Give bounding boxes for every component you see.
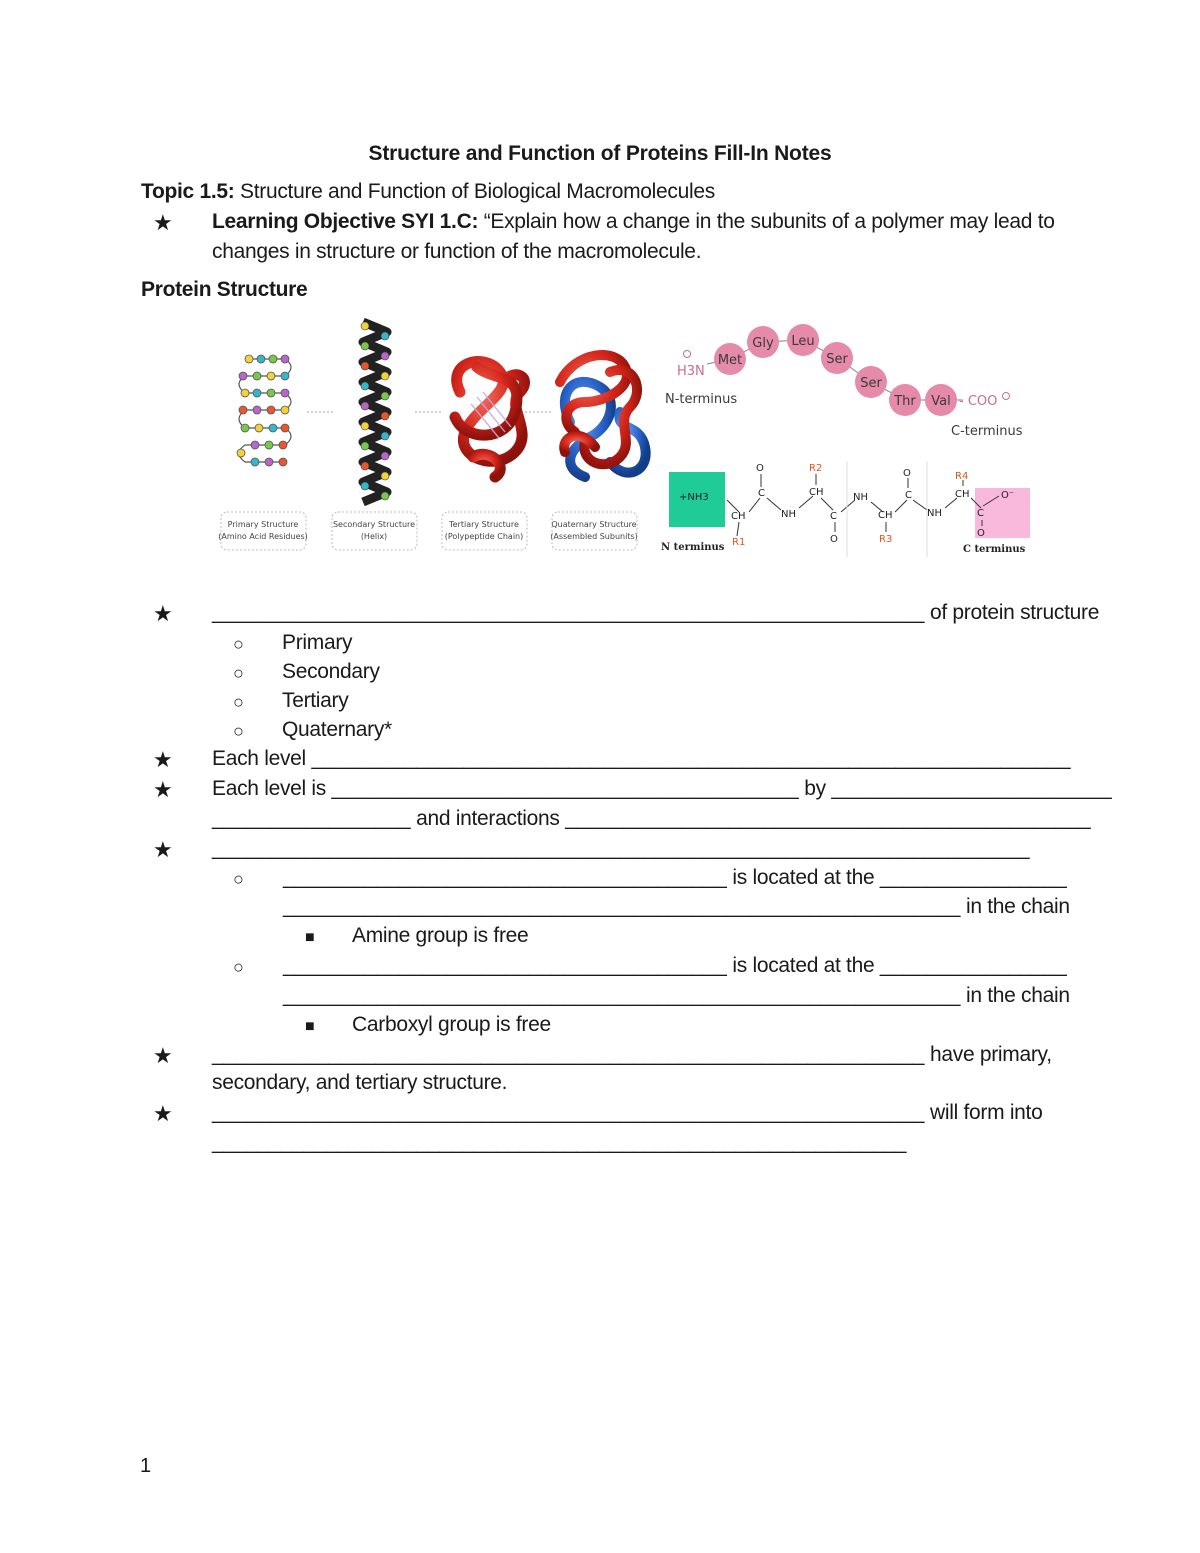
square-bullet-icon: ■ bbox=[305, 929, 315, 946]
note-primary-secondary-line bbox=[212, 1043, 1052, 1067]
primary-structure-icon bbox=[237, 355, 291, 466]
svg-text:O⁻: O⁻ bbox=[1001, 490, 1015, 501]
svg-text:NH: NH bbox=[781, 509, 796, 520]
svg-text:(Amino Acid Residues): (Amino Acid Residues) bbox=[218, 532, 308, 541]
star-bullet-icon: ★ bbox=[153, 837, 173, 862]
svg-text:O: O bbox=[977, 528, 985, 539]
svg-text:CH: CH bbox=[731, 511, 746, 522]
note-text: in the chain bbox=[965, 895, 1070, 918]
fill-in-blank[interactable]: _____________________________________________________________ bbox=[212, 1043, 925, 1066]
peptide-bond-structure-diagram bbox=[661, 462, 1030, 557]
circle-bullet-icon: ○ bbox=[233, 634, 244, 654]
note-each-level-is-line bbox=[212, 777, 1112, 801]
circle-bullet-icon: ○ bbox=[233, 663, 244, 683]
level-item: Tertiary bbox=[282, 689, 349, 712]
fill-in-blank[interactable]: _____________________________________________________________ bbox=[212, 601, 925, 624]
fill-in-blank[interactable]: ________________________________________ bbox=[331, 777, 799, 800]
svg-text:O: O bbox=[756, 463, 764, 474]
objective-text-1: “Explain how a change in the subunits of a polymer may lead to bbox=[483, 210, 1055, 233]
svg-text:R2: R2 bbox=[809, 463, 823, 474]
fill-in-blank[interactable]: ________________________ bbox=[831, 777, 1112, 800]
svg-text:R3: R3 bbox=[879, 534, 893, 545]
level-item: Secondary bbox=[282, 660, 380, 683]
note-text: is located at the bbox=[732, 954, 875, 977]
section-heading: Protein Structure bbox=[141, 278, 308, 301]
tertiary-structure-icon bbox=[455, 362, 525, 477]
svg-text:(Polypeptide Chain): (Polypeptide Chain) bbox=[444, 532, 524, 541]
objective-line-1 bbox=[212, 210, 1055, 234]
svg-text:Secondary Structure: Secondary Structure bbox=[332, 520, 416, 529]
document-title: Structure and Function of Proteins Fill-In Notes bbox=[368, 142, 832, 165]
square-bullet-icon: ■ bbox=[305, 1018, 315, 1035]
residue-label: Ser bbox=[826, 352, 848, 367]
circle-bullet-icon: ○ bbox=[233, 721, 244, 741]
note-text: and interactions bbox=[416, 807, 560, 830]
topic-text: Structure and Function of Biological Macromolecules bbox=[240, 180, 715, 203]
fill-in-blank[interactable]: _____________________________________________ bbox=[565, 807, 1091, 830]
svg-text:(Helix): (Helix) bbox=[360, 532, 388, 541]
circle-bullet-icon: ○ bbox=[233, 869, 244, 889]
svg-text:O: O bbox=[903, 468, 911, 479]
quaternary-structure-label bbox=[550, 512, 638, 550]
note-interactions-line bbox=[212, 807, 1091, 831]
note-will-form-line bbox=[212, 1101, 1042, 1125]
note-text: have primary, bbox=[929, 1043, 1052, 1066]
fill-in-blank[interactable]: _____________________________________________________________ bbox=[212, 1131, 907, 1154]
residue-label: Gly bbox=[752, 336, 774, 351]
star-bullet-icon: ★ bbox=[153, 777, 173, 802]
fill-in-blank[interactable]: ______________________________________ bbox=[283, 866, 727, 889]
topic-label: Topic 1.5: bbox=[141, 180, 235, 203]
svg-text:C: C bbox=[977, 508, 984, 519]
svg-text:O: O bbox=[830, 534, 838, 545]
star-bullet-icon: ★ bbox=[153, 210, 173, 235]
residue-label: Thr bbox=[894, 394, 916, 409]
fill-in-blank[interactable]: _________________________________________________________________ bbox=[311, 747, 1071, 770]
residue-label: Ser bbox=[860, 376, 882, 391]
objective-label: Learning Objective SYI 1.C: bbox=[212, 210, 479, 233]
svg-text:C: C bbox=[758, 488, 765, 499]
sub-note-line bbox=[283, 895, 1070, 919]
fill-in-blank[interactable]: ______________________________________ bbox=[283, 954, 727, 977]
note-text: is located at the bbox=[732, 866, 875, 889]
note-text: secondary, and tertiary structure. bbox=[212, 1071, 508, 1094]
svg-text:C: C bbox=[905, 490, 912, 501]
tertiary-structure-label bbox=[442, 512, 527, 550]
amino-acid-sequence-diagram bbox=[665, 324, 1023, 439]
level-item: Primary bbox=[282, 631, 353, 654]
note-text: by bbox=[804, 777, 826, 800]
sub-sub-note: Carboxyl group is free bbox=[352, 1013, 551, 1036]
h3n-label: H3N bbox=[677, 364, 705, 379]
note-blank-line bbox=[212, 837, 1030, 861]
level-item: Quaternary* bbox=[282, 718, 392, 741]
objective-text-2: changes in structure or function of the macromolecule. bbox=[212, 240, 702, 263]
star-bullet-icon: ★ bbox=[153, 1101, 173, 1126]
note-text: will form into bbox=[929, 1101, 1043, 1124]
secondary-structure-helix-icon bbox=[361, 322, 389, 502]
note-levels-line bbox=[212, 601, 1099, 625]
quaternary-structure-icon bbox=[560, 355, 646, 477]
svg-text:+NH3: +NH3 bbox=[679, 492, 709, 503]
chem-c-terminus-label: C terminus bbox=[963, 544, 1026, 555]
star-bullet-icon: ★ bbox=[153, 601, 173, 626]
protein-structure-figure bbox=[215, 312, 1045, 562]
fill-in-blank[interactable]: _____________________________________________________________ bbox=[212, 1101, 925, 1124]
fill-in-blank[interactable]: __________________________________________________________ bbox=[283, 895, 961, 918]
svg-text:Primary Structure: Primary Structure bbox=[227, 520, 299, 529]
note-text: in the chain bbox=[965, 984, 1070, 1007]
sub-note-line bbox=[283, 984, 1070, 1008]
seq-n-terminus-label: N-terminus bbox=[665, 392, 738, 407]
svg-text:Quaternary Structure: Quaternary Structure bbox=[551, 520, 637, 529]
svg-text:R1: R1 bbox=[732, 537, 746, 548]
svg-text:CH: CH bbox=[878, 510, 893, 521]
sub-note-line bbox=[283, 954, 1067, 978]
svg-text:CH: CH bbox=[809, 487, 824, 498]
svg-text:Tertiary Structure: Tertiary Structure bbox=[449, 520, 519, 529]
star-bullet-icon: ★ bbox=[153, 747, 173, 772]
coo-label: - COO bbox=[959, 394, 998, 409]
svg-text:NH: NH bbox=[853, 492, 868, 503]
chem-n-terminus-label: N terminus bbox=[661, 542, 725, 553]
svg-text:(Assembled Subunits): (Assembled Subunits) bbox=[550, 532, 638, 541]
secondary-structure-label bbox=[332, 512, 417, 550]
note-text: Each level bbox=[212, 747, 306, 770]
fill-in-blank[interactable]: ________________ bbox=[879, 866, 1067, 889]
residue-label: Leu bbox=[791, 334, 815, 349]
star-bullet-icon: ★ bbox=[153, 1043, 173, 1068]
note-text: Each level is bbox=[212, 777, 326, 800]
residue-label: Val bbox=[931, 394, 951, 409]
circle-bullet-icon: ○ bbox=[233, 957, 244, 977]
fill-in-blank[interactable]: _________________ bbox=[212, 807, 411, 830]
svg-text:CH: CH bbox=[955, 489, 970, 500]
sub-note-line bbox=[283, 866, 1067, 890]
svg-text:C: C bbox=[830, 511, 837, 522]
svg-text:NH: NH bbox=[927, 508, 942, 519]
fill-in-blank[interactable]: ________________ bbox=[879, 954, 1067, 977]
circle-bullet-icon: ○ bbox=[233, 692, 244, 712]
primary-structure-label bbox=[218, 512, 308, 550]
page-number: 1 bbox=[140, 1455, 152, 1477]
sub-sub-note: Amine group is free bbox=[352, 924, 529, 947]
note-text: of protein structure bbox=[929, 601, 1100, 624]
fill-in-blank[interactable]: ______________________________________________________________________ bbox=[212, 837, 1030, 860]
residue-label: Met bbox=[717, 353, 743, 368]
note-each-level-line bbox=[212, 747, 1071, 771]
seq-c-terminus-label: C-terminus bbox=[951, 424, 1023, 439]
topic-line bbox=[141, 180, 715, 204]
svg-text:R4: R4 bbox=[955, 471, 969, 482]
fill-in-blank[interactable]: __________________________________________________________ bbox=[283, 984, 961, 1007]
